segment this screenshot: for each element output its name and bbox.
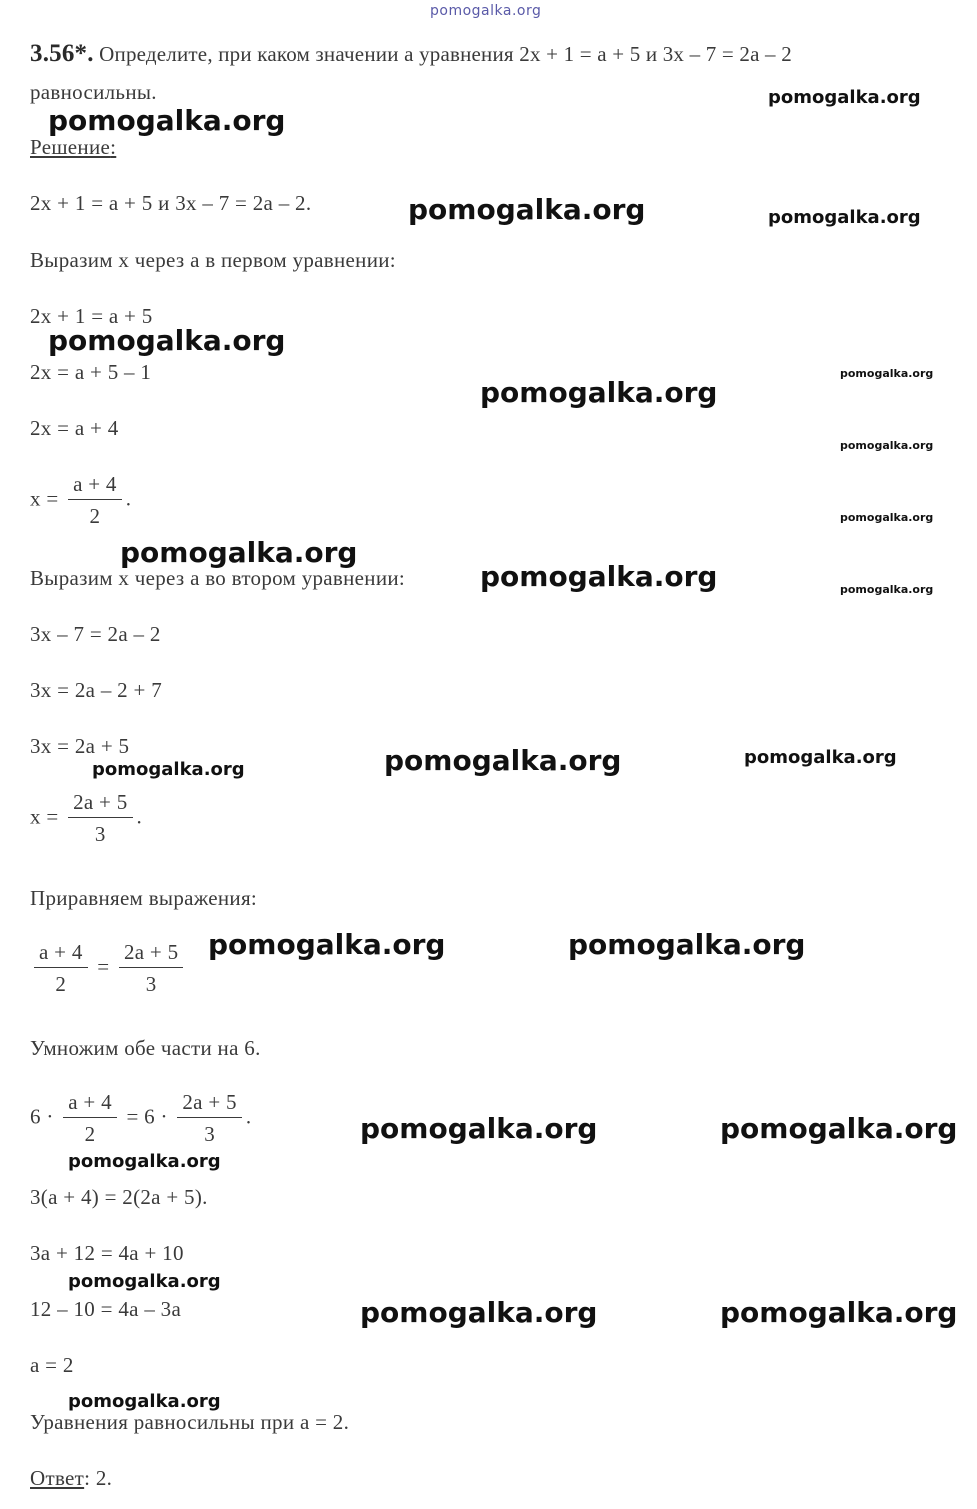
watermark: pomogalka.org: [208, 928, 446, 961]
line-8: 3x – 7 = 2a – 2: [30, 622, 161, 646]
fraction-x2-denominator: 3: [94, 822, 106, 846]
watermark: pomogalka.org: [92, 759, 245, 780]
fraction-x1-denominator: 2: [89, 504, 101, 528]
watermark: pomogalka.org: [840, 583, 934, 596]
fraction-x1: [68, 472, 122, 529]
line-11-prefix: x =: [30, 804, 59, 829]
fraction-mult-right: [177, 1090, 241, 1147]
line-19: a = 2: [30, 1353, 74, 1377]
watermark: pomogalka.org: [480, 376, 718, 409]
line-10: 3x = 2a + 5: [30, 734, 130, 758]
fraction-eq-right-numerator: 2a + 5: [119, 940, 183, 968]
fraction-x2: [68, 790, 132, 847]
problem-text: Определите, при каком значении а уравнения 2x + 1 = a + 5 и 3x – 7 = 2a – 2: [99, 42, 792, 66]
fraction-eq-left-numerator: a + 4: [34, 940, 88, 968]
watermark: pomogalka.org: [840, 367, 934, 380]
line-11: x = $\frac{2a + 5}{3}$ .: [30, 790, 143, 846]
problem-text-continued: равносильны.: [30, 80, 157, 104]
watermark: pomogalka.org: [744, 747, 897, 768]
problem-statement: [30, 40, 792, 68]
line-4: 2x = a + 5 – 1: [30, 360, 152, 384]
line-12: Приравняем выражения:: [30, 886, 258, 910]
line-6: x = $\frac{a + 4}{2}$ .: [30, 472, 132, 528]
equals-sign: =: [97, 954, 110, 979]
fraction-eq-right-denominator: 3: [145, 972, 157, 996]
line-9: 3x = 2a – 2 + 7: [30, 678, 163, 702]
problem-number: 3.56*.: [30, 40, 94, 67]
line-15: 6 · $\frac{a + 4}{2}$ = 6 · $\frac{2a + 5}{3}$ .: [30, 1090, 252, 1146]
watermark: pomogalka.org: [840, 439, 934, 452]
watermark: pomogalka.org: [768, 87, 921, 108]
fraction-mult-left-denominator: 2: [84, 1122, 96, 1146]
watermark: pomogalka.org: [720, 1112, 958, 1145]
line-3: 2x + 1 = a + 5: [30, 304, 153, 328]
line-1: 2x + 1 = a + 5 и 3x – 7 = 2a – 2.: [30, 191, 312, 215]
fraction-mult-left-numerator: a + 4: [63, 1090, 117, 1118]
watermark: pomogalka.org: [360, 1296, 598, 1329]
answer-value: : 2.: [84, 1466, 113, 1490]
fraction-eq-left: [34, 940, 88, 997]
fraction-eq-right: [119, 940, 183, 997]
line-13: [30, 940, 187, 997]
watermark: pomogalka.org: [68, 1151, 221, 1172]
line-7: Выразим x через а во втором уравнении:: [30, 566, 406, 590]
fraction-eq-left-denominator: 2: [55, 972, 67, 996]
line-18: 12 – 10 = 4a – 3a: [30, 1297, 182, 1321]
watermark: pomogalka.org: [568, 928, 806, 961]
watermark: pomogalka.org: [68, 1271, 221, 1292]
line-15-factor-right: = 6 ·: [126, 1104, 168, 1129]
answer-label: Ответ: [30, 1466, 85, 1490]
watermark: pomogalka.org: [384, 744, 622, 777]
line-14: Умножим обе части на 6.: [30, 1036, 261, 1060]
watermark: pomogalka.org: [408, 193, 646, 226]
watermark: pomogalka.org: [768, 207, 921, 228]
watermark: pomogalka.org: [48, 324, 286, 357]
watermark: pomogalka.org: [840, 511, 934, 524]
line-15-factor-left: 6 ·: [30, 1104, 54, 1129]
line-6-prefix: x =: [30, 486, 59, 511]
watermark: pomogalka.org: [120, 536, 358, 569]
watermark: pomogalka.org: [480, 560, 718, 593]
fraction-x2-numerator: 2a + 5: [68, 790, 132, 818]
line-17: 3a + 12 = 4a + 10: [30, 1241, 184, 1265]
solution-label-text: Решение: [30, 135, 111, 159]
line-5: 2x = a + 4: [30, 416, 119, 440]
answer-line: [30, 1466, 112, 1491]
line-2: Выразим x через а в первом уравнении:: [30, 248, 396, 272]
fraction-mult-right-denominator: 3: [204, 1122, 215, 1146]
watermark: pomogalka.org: [720, 1296, 958, 1329]
fraction-x1-numerator: a + 4: [68, 472, 122, 500]
fraction-mult-right-numerator: 2a + 5: [177, 1090, 241, 1118]
watermark: pomogalka.org: [360, 1112, 598, 1145]
watermark: pomogalka.org: [48, 104, 286, 137]
fraction-mult-left: [63, 1090, 117, 1147]
watermark-top: pomogalka.org: [430, 3, 542, 19]
watermark: pomogalka.org: [68, 1391, 221, 1412]
solution-label: Решение:: [30, 135, 117, 159]
line-16: 3(a + 4) = 2(2a + 5).: [30, 1185, 208, 1209]
line-20: Уравнения равносильны при а = 2.: [30, 1410, 350, 1434]
